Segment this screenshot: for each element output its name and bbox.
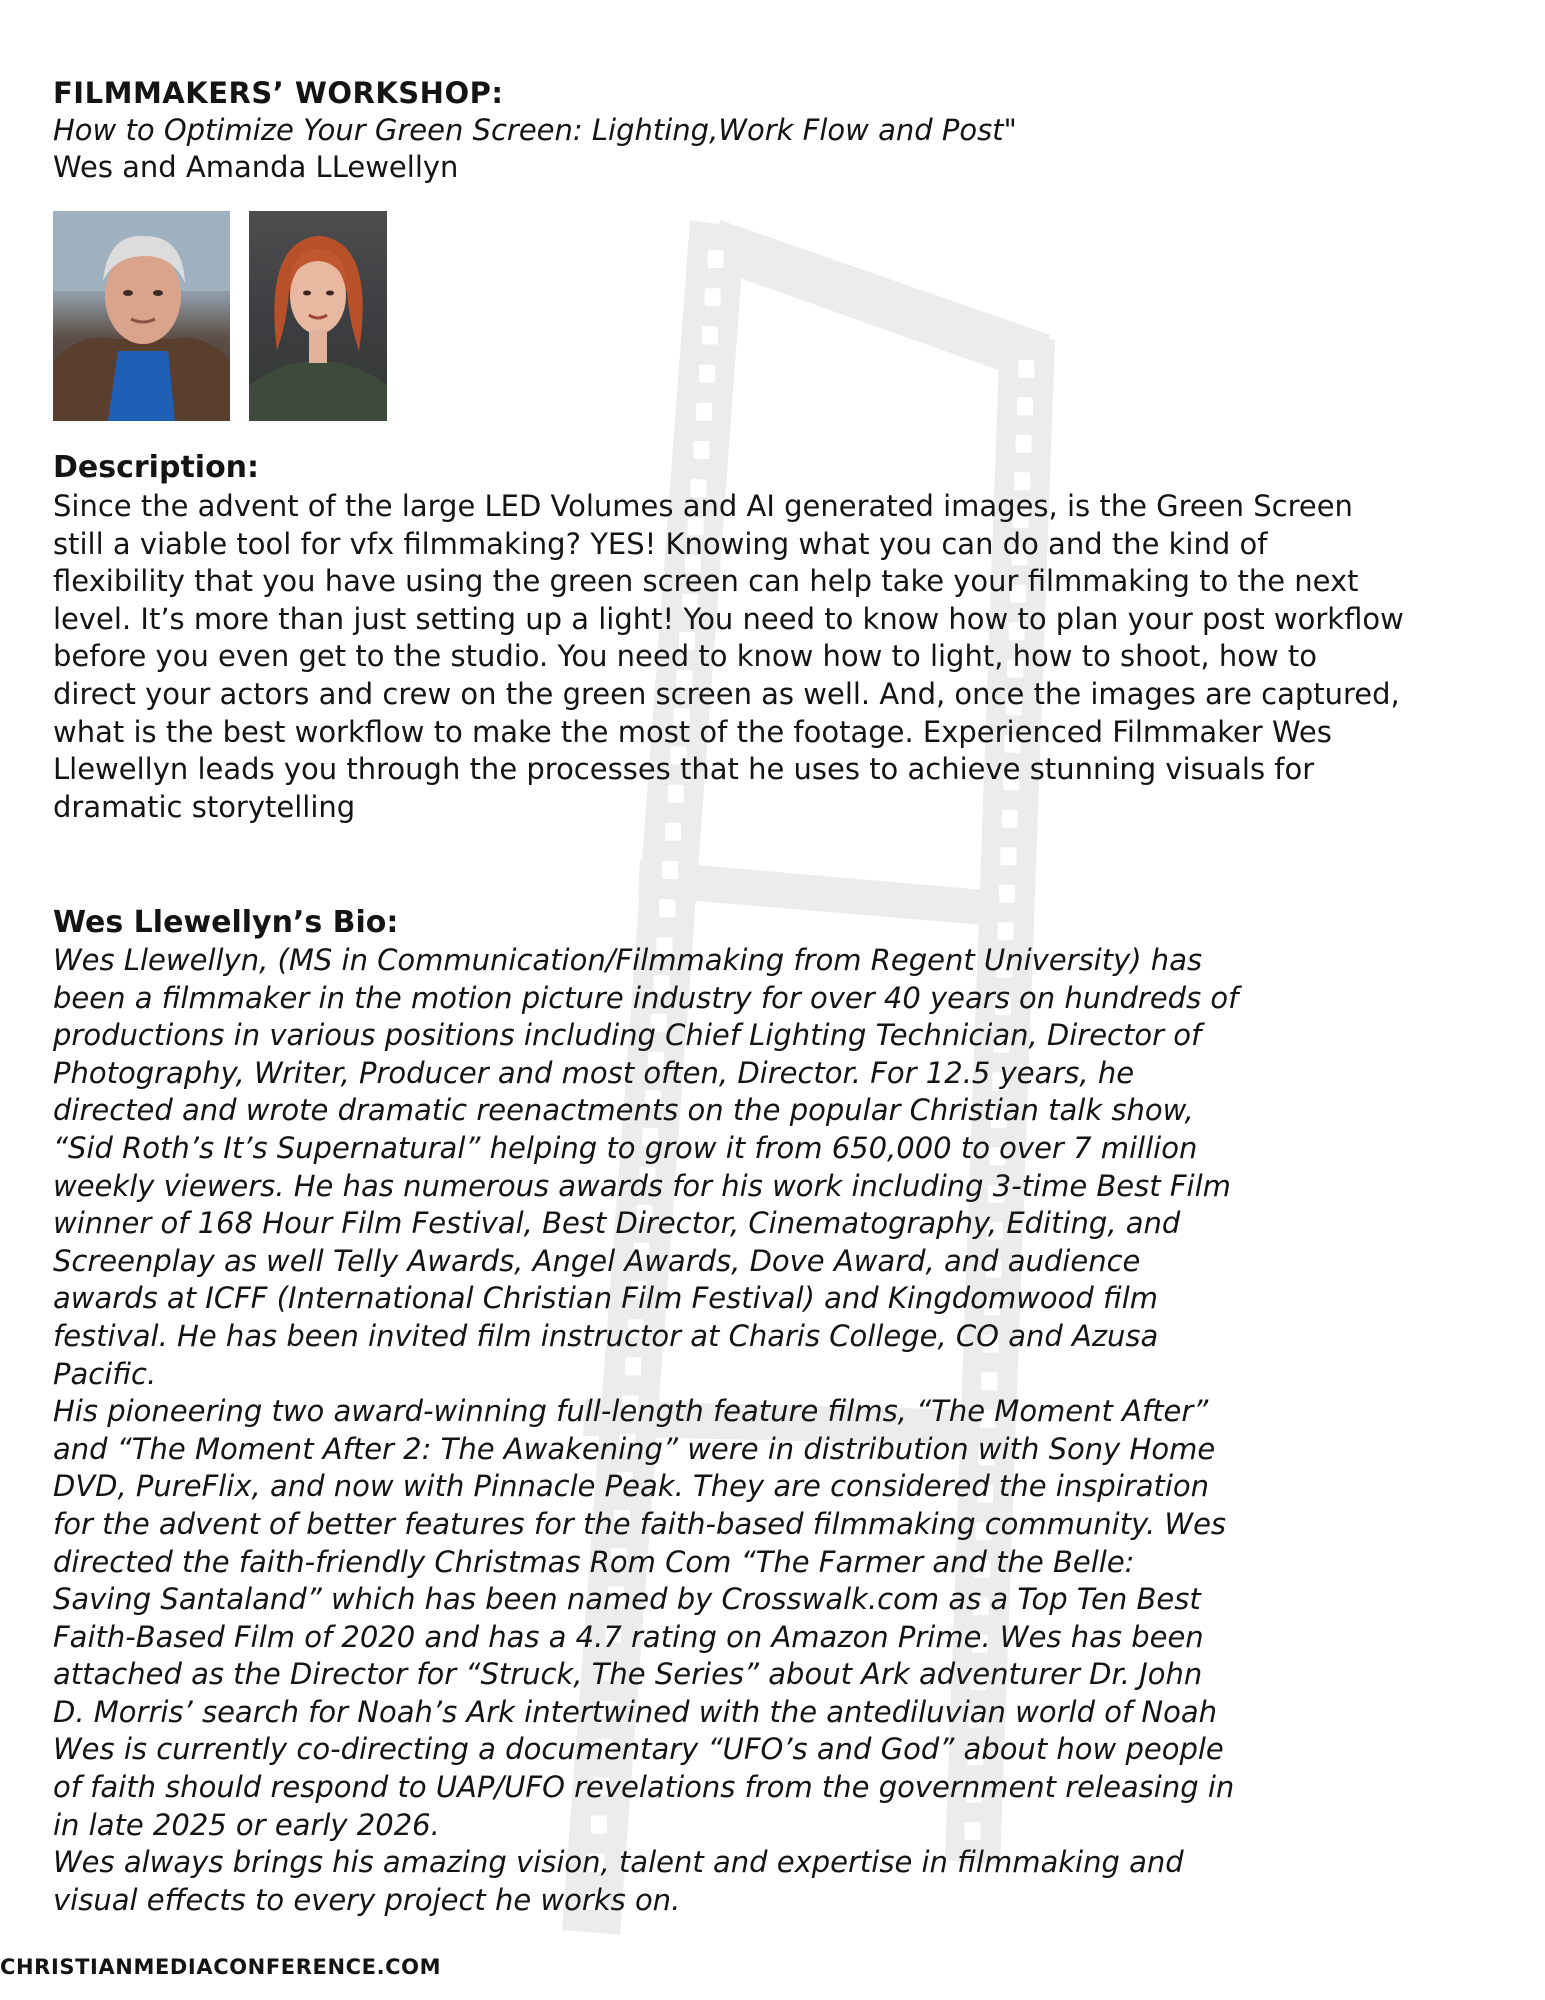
bio-heading: Wes Llewellyn’s Bio: — [53, 905, 399, 940]
bio-paragraph-3: Wes always brings his amazing vision, talent and expertise in filmmaking and visual effects to every project he works on. — [53, 1845, 1184, 1917]
website-footer: CHRISTIANMEDIACONFERENCE.COM — [0, 1955, 442, 1979]
bio-paragraph-2: His pioneering two award-winning full-length feature films, “The Moment After” and “The Moment After 2: The Awakening” were in distribution with Sony Home DVD, PureFlix, and now with Pinnacle Peak. They are considered the inspiration for the advent of better features for the faith-based filmmaking community. Wes directed the faith-friendly Christmas Rom Com “The Farmer and the Belle: Saving Santaland” which has been named by Crosswalk.com as a Top Ten Best Faith-Based Film of 2020 and has a 4.7 rating on Amazon Prime. Wes has been attached as the Director for “Struck, The Series” about Ark adventurer Dr. John D. Morris’ search for Noah’s Ark intertwined with the antediluvian world of Noah Wes is currently co-directing a documentary “UFO’s and God” about how people of faith should respond to UAP/UFO revelations from the government releasing in in late 2025 or early 2026. — [53, 1394, 1235, 1842]
amanda-llewellyn-photo — [249, 211, 387, 421]
workshop-subtitle: How to Optimize Your Green Screen: Lighting,Work Flow and Post" — [53, 113, 1017, 147]
bio-body — [53, 942, 1238, 1919]
speaker-names: Wes and Amanda LLewellyn — [53, 150, 459, 184]
wes-llewellyn-photo — [53, 211, 230, 421]
description-body: Since the advent of the large LED Volumes and AI generated images, is the Green Screen still a viable tool for vfx filmmaking? YES! Knowing what you can do and the kind of flexibility that you have using the green screen can help take your filmmaking to the next level. It’s more than just setting up a light! You need to know how to plan your post workflow before you even get to the studio. You need to know how to light, how to shoot, how to direct your actors and crew on the green screen as well. And, once the images are captured, what is the best workflow to make the most of the footage. Experienced Filmmaker Wes Llewellyn leads you through the processes that he uses to achieve stunning visuals for dramatic storytelling — [53, 489, 1404, 824]
workshop-title: FILMMAKERS’ WORKSHOP: — [53, 76, 504, 110]
bio-paragraph-1: Wes Llewellyn, (MS in Communication/Filmmaking from Regent University) has been a filmmaker in the motion picture industry for over 40 years on hundreds of productions in various positions including Chief Lighting Technician, Director of Photography, Writer, Producer and most often, Director. For 12.5 years, he directed and wrote dramatic reenactments on the popular Christian talk show, “Sid Roth’s It’s Supernatural” helping to grow it from 650,000 to over 7 million weekly viewers. He has numerous awards for his work including 3-time Best Film winner of 168 Hour Film Festival, Best Director, Cinematography, Editing, and Screenplay as well Telly Awards, Angel Awards, Dove Award, and audience awards at ICFF (International Christian Film Festival) and Kingdomwood film festival. He has been invited film instructor at Charis College, CO and Azusa Pacific. — [53, 943, 1239, 1391]
description-heading: Description: — [53, 450, 260, 485]
